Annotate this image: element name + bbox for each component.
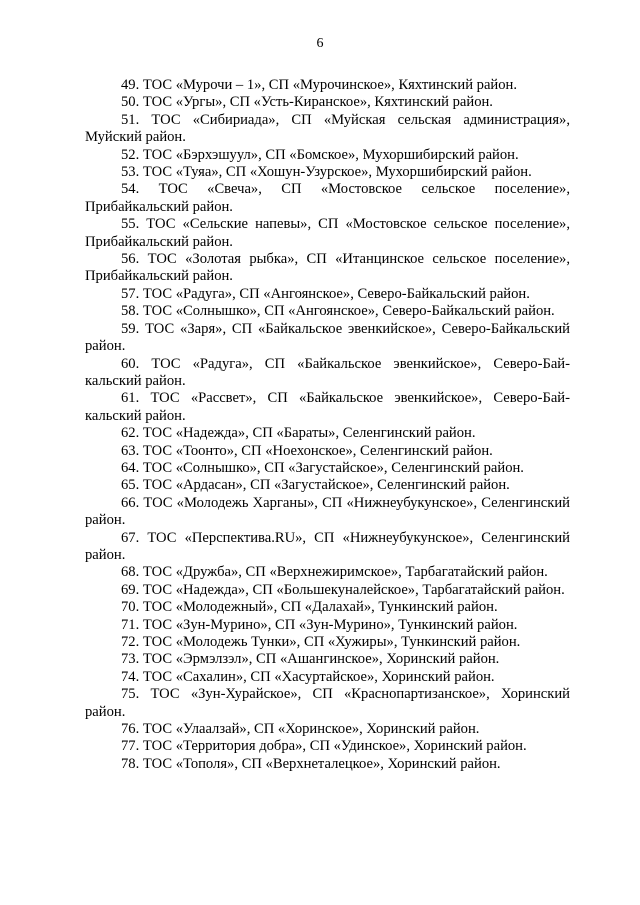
list-item: 52. ТОС «Бэрхэшуул», СП «Бомское», Мухоршибирский район. [121,146,519,163]
list-item: 54. ТОС «Свеча», СП «Мостовское сельское поселение», Прибайкальский район. [85,181,570,215]
list-item: 56. ТОС «Золотая рыбка», СП «Итанцинское сельское поселение», Прибайкальский район. [85,251,570,285]
list-item: 68. ТОС «Дружба», СП «Верхнежиримское», Тарбагатайский район. [121,564,548,581]
list-item: 65. ТОС «Ардасан», СП «Загустайское», Селенгинский район. [121,477,510,494]
list-item: 64. ТОС «Солнышко», СП «Загустайское», Селенгинский район. [121,459,524,476]
list-item: 69. ТОС «Надежда», СП «Большекуналейское», Тарбагатайский район. [121,581,565,598]
list-item: 60. ТОС «Радуга», СП «Байкальское эвенкийское», Северо-Байкальский район. [85,355,570,389]
list-item: 50. ТОС «Ургы», СП «Усть-Киранское», Кяхтинский район. [121,94,493,111]
list-item: 67. ТОС «Перспектива.RU», СП «Нижнеубукунское», Селенгинский район. [85,529,570,563]
list-item: 51. ТОС «Сибириада», СП «Муйская сельская администрация», Муйский район. [85,111,570,146]
list-item: 71. ТОС «Зун-Мурино», СП «Зун-Мурино», Тункинский район. [121,616,518,633]
list-item: 57. ТОС «Радуга», СП «Ангоянское», Северо-Байкальский район. [121,285,530,302]
list-item: 53. ТОС «Туяа», СП «Хошун-Узурское», Мухоршибирский район. [121,164,532,181]
list-item: 61. ТОС «Рассвет», СП «Байкальское эвенкийское», Северо-Байкальский район. [85,390,570,424]
list-item: 70. ТОС «Молодежный», СП «Далахай», Тункинский район. [121,599,498,616]
list-item: 74. ТОС «Сахалин», СП «Хасуртайское», Хоринский район. [121,668,495,685]
page-number: 6 [316,36,324,51]
list-item: 77. ТОС «Территория добра», СП «Удинское», Хоринский район. [121,738,527,755]
list-item: 75. ТОС «Зун-Хурайское», СП «Краснопартизанское», Хоринский район. [85,686,570,720]
list-item: 63. ТОС «Тоонто», СП «Ноехонское», Селенгинский район. [121,442,493,459]
list-item: 72. ТОС «Молодежь Тунки», СП «Хужиры», Тункинский район. [121,634,521,650]
list-item: 73. ТОС «Эрмэлзэл», СП «Ашангинское», Хоринский район. [121,651,500,668]
list-item: 62. ТОС «Надежда», СП «Бараты», Селенгинский район. [121,425,476,442]
list-item: 55. ТОС «Сельские напевы», СП «Мостовское сельское поселение», Прибайкальский район. [85,216,570,250]
document-body [85,77,570,773]
list-item: 58. ТОС «Солнышко», СП «Ангоянское», Северо-Байкальский район. [121,303,555,320]
list-item: 49. ТОС «Мурочи – 1», СП «Мурочинское», Кяхтинский район. [121,77,517,93]
list-item: 59. ТОС «Заря», СП «Байкальское эвенкийское», Северо-Байкальский район. [85,320,570,355]
list-item: 66. ТОС «Молодежь Харганы», СП «Нижнеубукунское», Селенгинский район. [85,494,570,529]
list-item: 76. ТОС «Улаалзай», СП «Хоринское», Хоринский район. [121,721,480,738]
list-item: 78. ТОС «Тополя», СП «Верхнеталецкое», Хоринский район. [121,755,501,772]
